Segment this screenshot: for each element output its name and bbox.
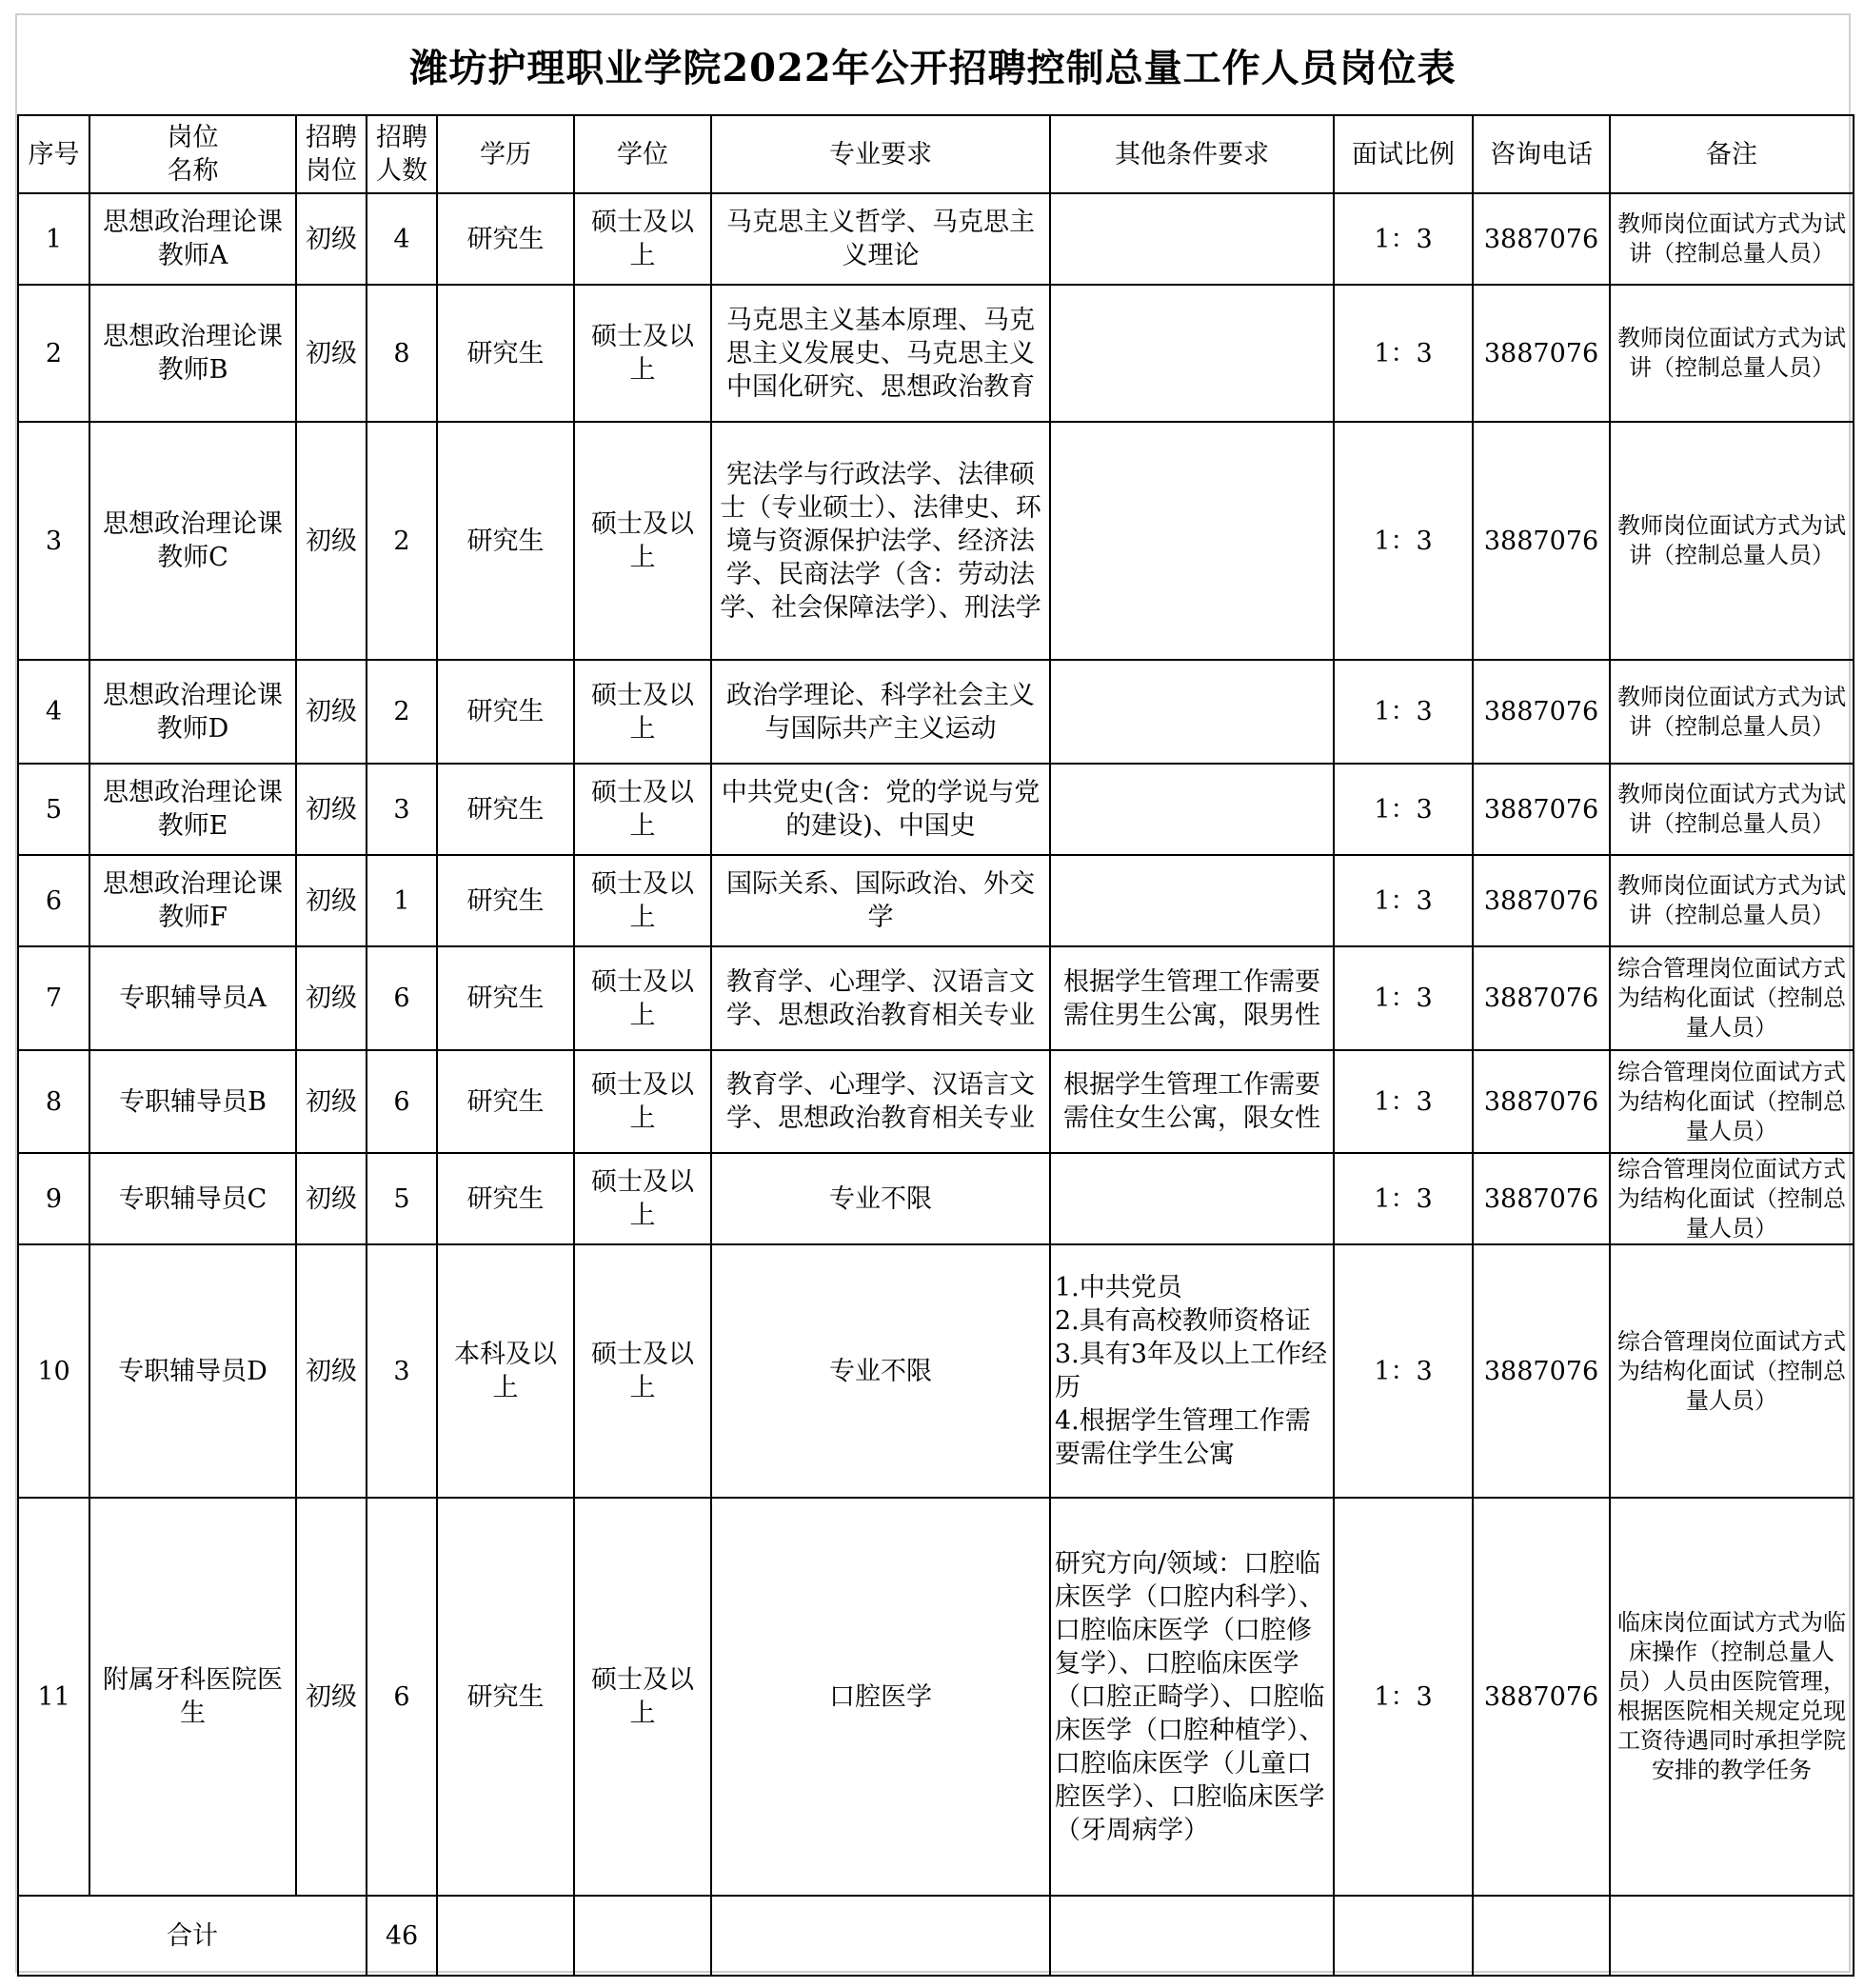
cell-post-level: 初级 [296, 1498, 367, 1896]
cell-phone: 3887076 [1473, 1153, 1610, 1244]
cell-post-level: 初级 [296, 285, 367, 422]
cell-remark: 教师岗位面试方式为试讲（控制总量人员） [1610, 855, 1854, 946]
cell-education: 研究生 [437, 193, 574, 285]
total-row [18, 1896, 1854, 1976]
table-row [18, 1244, 1854, 1498]
cell-degree: 硕士及以上 [574, 946, 711, 1050]
header-education: 学历 [437, 115, 574, 193]
cell-post-name: 附属牙科医院医生 [89, 1498, 296, 1896]
cell-education: 研究生 [437, 1498, 574, 1896]
cell-ratio: 1：3 [1334, 193, 1473, 285]
cell-post-name: 思想政治理论课教师E [89, 764, 296, 855]
cell-count: 2 [367, 422, 437, 660]
total-count: 46 [367, 1896, 437, 1976]
header-post-level: 招聘 岗位 [296, 115, 367, 193]
cell-remark: 教师岗位面试方式为试讲（控制总量人员） [1610, 193, 1854, 285]
cell-phone: 3887076 [1473, 1050, 1610, 1153]
cell-seq: 10 [18, 1244, 89, 1498]
cell-post-name: 专职辅导员C [89, 1153, 296, 1244]
cell-degree: 硕士及以上 [574, 422, 711, 660]
cell-major: 马克思主义基本原理、马克思主义发展史、马克思主义中国化研究、思想政治教育 [711, 285, 1050, 422]
cell-post-level: 初级 [296, 855, 367, 946]
cell-post-level: 初级 [296, 946, 367, 1050]
cell-seq: 1 [18, 193, 89, 285]
table-header-row [18, 115, 1854, 193]
header-remark: 备注 [1610, 115, 1854, 193]
cell-ratio: 1：3 [1334, 285, 1473, 422]
cell-post-name: 思想政治理论课教师C [89, 422, 296, 660]
cell-degree: 硕士及以上 [574, 285, 711, 422]
cell-count: 3 [367, 764, 437, 855]
cell-phone: 3887076 [1473, 193, 1610, 285]
cell-post-level: 初级 [296, 764, 367, 855]
cell-other: 研究方向/领域：口腔临床医学（口腔内科学）、口腔临床医学（口腔修复学）、口腔临床医学（口腔正畸学）、口腔临床医学（口腔种植学）、口腔临床医学（儿童口腔医学）、口腔临床医学（牙周病学） [1050, 1498, 1334, 1896]
cell-seq: 4 [18, 660, 89, 764]
cell-degree: 硕士及以上 [574, 660, 711, 764]
cell-degree: 硕士及以上 [574, 1498, 711, 1896]
total-empty-cell [1334, 1896, 1473, 1976]
table-row [18, 1050, 1854, 1153]
header-count: 招聘 人数 [367, 115, 437, 193]
cell-education: 研究生 [437, 422, 574, 660]
header-post-name: 岗位 名称 [89, 115, 296, 193]
header-other: 其他条件要求 [1050, 115, 1334, 193]
cell-other [1050, 285, 1334, 422]
cell-phone: 3887076 [1473, 285, 1610, 422]
cell-remark: 综合管理岗位面试方式为结构化面试（控制总量人员） [1610, 1153, 1854, 1244]
total-empty-cell [711, 1896, 1050, 1976]
cell-education: 研究生 [437, 855, 574, 946]
cell-remark: 教师岗位面试方式为试讲（控制总量人员） [1610, 660, 1854, 764]
cell-education: 研究生 [437, 946, 574, 1050]
cell-other [1050, 764, 1334, 855]
table-row [18, 285, 1854, 422]
cell-seq: 11 [18, 1498, 89, 1896]
cell-post-name: 专职辅导员A [89, 946, 296, 1050]
header-major: 专业要求 [711, 115, 1050, 193]
cell-phone: 3887076 [1473, 660, 1610, 764]
cell-post-name: 思想政治理论课教师B [89, 285, 296, 422]
cell-count: 6 [367, 946, 437, 1050]
cell-count: 5 [367, 1153, 437, 1244]
page-title: 潍坊护理职业学院2022年公开招聘控制总量工作人员岗位表 [409, 45, 1457, 90]
table-row [18, 660, 1854, 764]
cell-remark: 临床岗位面试方式为临床操作（控制总量人员）人员由医院管理，根据医院相关规定兑现工资待遇同时承担学院安排的教学任务 [1610, 1498, 1854, 1896]
cell-post-level: 初级 [296, 422, 367, 660]
cell-other [1050, 422, 1334, 660]
cell-other [1050, 1153, 1334, 1244]
cell-ratio: 1：3 [1334, 1153, 1473, 1244]
cell-count: 1 [367, 855, 437, 946]
cell-other [1050, 660, 1334, 764]
cell-post-name: 思想政治理论课教师F [89, 855, 296, 946]
cell-count: 3 [367, 1244, 437, 1498]
cell-education: 研究生 [437, 1050, 574, 1153]
cell-ratio: 1：3 [1334, 855, 1473, 946]
cell-ratio: 1：3 [1334, 422, 1473, 660]
cell-seq: 6 [18, 855, 89, 946]
cell-seq: 2 [18, 285, 89, 422]
cell-remark: 教师岗位面试方式为试讲（控制总量人员） [1610, 285, 1854, 422]
cell-other: 根据学生管理工作需要需住女生公寓，限女性 [1050, 1050, 1334, 1153]
table-row [18, 855, 1854, 946]
cell-major: 口腔医学 [711, 1498, 1050, 1896]
cell-post-name: 思想政治理论课教师A [89, 193, 296, 285]
cell-degree: 硕士及以上 [574, 764, 711, 855]
cell-count: 4 [367, 193, 437, 285]
cell-remark: 教师岗位面试方式为试讲（控制总量人员） [1610, 764, 1854, 855]
cell-seq: 5 [18, 764, 89, 855]
cell-post-name: 思想政治理论课教师D [89, 660, 296, 764]
table-row [18, 193, 1854, 285]
cell-ratio: 1：3 [1334, 764, 1473, 855]
cell-seq: 3 [18, 422, 89, 660]
cell-ratio: 1：3 [1334, 660, 1473, 764]
table-row [18, 764, 1854, 855]
table-row [18, 1153, 1854, 1244]
header-phone: 咨询电话 [1473, 115, 1610, 193]
cell-count: 6 [367, 1050, 437, 1153]
cell-other [1050, 193, 1334, 285]
total-empty-cell [437, 1896, 574, 1976]
table-row [18, 946, 1854, 1050]
table-row [18, 422, 1854, 660]
cell-major: 专业不限 [711, 1244, 1050, 1498]
cell-major: 专业不限 [711, 1153, 1050, 1244]
cell-major: 中共党史(含：党的学说与党的建设)、中国史 [711, 764, 1050, 855]
cell-major: 马克思主义哲学、马克思主义理论 [711, 193, 1050, 285]
cell-post-level: 初级 [296, 660, 367, 764]
cell-post-name: 专职辅导员D [89, 1244, 296, 1498]
cell-post-level: 初级 [296, 193, 367, 285]
cell-degree: 硕士及以上 [574, 855, 711, 946]
total-empty-cell [574, 1896, 711, 1976]
cell-major: 宪法学与行政法学、法律硕士（专业硕士）、法律史、环境与资源保护法学、经济法学、民商法学（含：劳动法学、社会保障法学）、刑法学 [711, 422, 1050, 660]
cell-degree: 硕士及以上 [574, 1050, 711, 1153]
cell-seq: 9 [18, 1153, 89, 1244]
cell-major: 国际关系、国际政治、外交学 [711, 855, 1050, 946]
header-degree: 学位 [574, 115, 711, 193]
cell-education: 研究生 [437, 660, 574, 764]
cell-major: 政治学理论、科学社会主义与国际共产主义运动 [711, 660, 1050, 764]
cell-other [1050, 855, 1334, 946]
cell-ratio: 1：3 [1334, 946, 1473, 1050]
cell-post-level: 初级 [296, 1153, 367, 1244]
cell-remark: 综合管理岗位面试方式为结构化面试（控制总量人员） [1610, 1244, 1854, 1498]
header-seq: 序号 [18, 115, 89, 193]
cell-degree: 硕士及以上 [574, 1153, 711, 1244]
cell-education: 研究生 [437, 285, 574, 422]
total-empty-cell [1050, 1896, 1334, 1976]
cell-other: 1.中共党员 2.具有高校教师资格证 3.具有3年及以上工作经历 4.根据学生管理工作需要需住学生公寓 [1050, 1244, 1334, 1498]
cell-phone: 3887076 [1473, 764, 1610, 855]
cell-education: 研究生 [437, 1153, 574, 1244]
table-body [18, 193, 1854, 1976]
cell-post-level: 初级 [296, 1244, 367, 1498]
cell-post-level: 初级 [296, 1050, 367, 1153]
cell-ratio: 1：3 [1334, 1050, 1473, 1153]
cell-seq: 8 [18, 1050, 89, 1153]
header-ratio: 面试比例 [1334, 115, 1473, 193]
cell-remark: 教师岗位面试方式为试讲（控制总量人员） [1610, 422, 1854, 660]
cell-phone: 3887076 [1473, 1244, 1610, 1498]
cell-count: 2 [367, 660, 437, 764]
cell-remark: 综合管理岗位面试方式为结构化面试（控制总量人员） [1610, 946, 1854, 1050]
total-label: 合计 [18, 1896, 367, 1976]
cell-post-name: 专职辅导员B [89, 1050, 296, 1153]
cell-education: 本科及以上 [437, 1244, 574, 1498]
cell-education: 研究生 [437, 764, 574, 855]
cell-phone: 3887076 [1473, 422, 1610, 660]
positions-table [17, 114, 1854, 1977]
cell-phone: 3887076 [1473, 946, 1610, 1050]
cell-count: 8 [367, 285, 437, 422]
table-row [18, 1498, 1854, 1896]
cell-remark: 综合管理岗位面试方式为结构化面试（控制总量人员） [1610, 1050, 1854, 1153]
document-sheet [15, 13, 1851, 1973]
cell-other: 根据学生管理工作需要需住男生公寓，限男性 [1050, 946, 1334, 1050]
cell-degree: 硕士及以上 [574, 1244, 711, 1498]
cell-phone: 3887076 [1473, 1498, 1610, 1896]
cell-phone: 3887076 [1473, 855, 1610, 946]
cell-count: 6 [367, 1498, 437, 1896]
total-empty-cell [1610, 1896, 1854, 1976]
cell-major: 教育学、心理学、汉语言文学、思想政治教育相关专业 [711, 946, 1050, 1050]
total-empty-cell [1473, 1896, 1610, 1976]
cell-major: 教育学、心理学、汉语言文学、思想政治教育相关专业 [711, 1050, 1050, 1153]
cell-ratio: 1：3 [1334, 1498, 1473, 1896]
cell-ratio: 1：3 [1334, 1244, 1473, 1498]
cell-seq: 7 [18, 946, 89, 1050]
cell-degree: 硕士及以上 [574, 193, 711, 285]
